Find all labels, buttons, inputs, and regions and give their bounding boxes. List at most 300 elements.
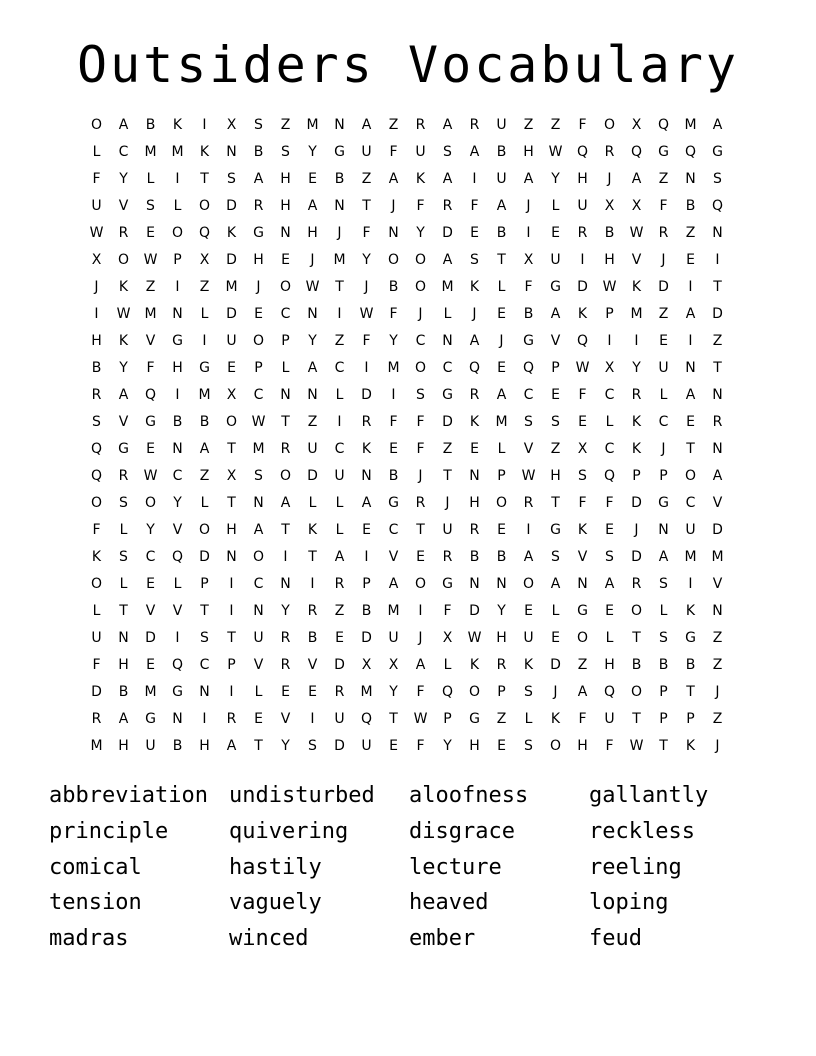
grid-row xyxy=(83,463,733,490)
grid-letter: Z xyxy=(550,441,561,457)
grid-letter: V xyxy=(280,711,291,727)
grid-letter: J xyxy=(418,468,423,484)
grid-letter: N xyxy=(280,225,291,241)
grid-letter: J xyxy=(418,306,423,322)
grid-letter: G xyxy=(253,225,264,241)
grid-letter: B xyxy=(172,738,183,754)
grid-letter: H xyxy=(577,171,588,187)
grid-letter: R xyxy=(307,603,318,619)
grid-letter: Y xyxy=(632,360,641,376)
grid-letter: G xyxy=(469,711,480,727)
grid-letter: T xyxy=(281,522,290,538)
grid-letter: U xyxy=(442,522,453,538)
grid-letter: R xyxy=(361,414,372,430)
grid-letter: W xyxy=(467,630,482,646)
grid-row xyxy=(83,517,733,544)
grid-letter: L xyxy=(92,603,101,619)
grid-letter: Q xyxy=(630,144,643,160)
grid-letter: O xyxy=(198,198,211,214)
grid-letter: P xyxy=(659,684,668,700)
grid-letter: L xyxy=(254,684,263,700)
grid-letter: S xyxy=(578,468,587,484)
grid-letter: R xyxy=(334,576,345,592)
grid-letter: O xyxy=(225,414,238,430)
grid-letter: O xyxy=(414,252,427,268)
grid-letter: K xyxy=(685,738,696,754)
word-list-item: winced xyxy=(229,926,309,951)
grid-letter: J xyxy=(553,684,558,700)
grid-letter: Z xyxy=(658,306,669,322)
grid-letter: B xyxy=(631,657,642,673)
grid-letter: S xyxy=(443,144,452,160)
grid-letter: A xyxy=(469,333,480,349)
grid-letter: R xyxy=(469,522,480,538)
grid-letter: Z xyxy=(388,117,399,133)
grid-letter: V xyxy=(172,603,183,619)
grid-letter: N xyxy=(442,333,453,349)
grid-letter: Z xyxy=(685,225,696,241)
grid-letter: B xyxy=(253,144,264,160)
grid-letter: C xyxy=(604,387,615,403)
grid-letter: A xyxy=(577,684,588,700)
grid-letter: M xyxy=(144,306,157,322)
grid-letter: Y xyxy=(173,495,182,511)
grid-letter: V xyxy=(631,252,642,268)
grid-letter: V xyxy=(118,198,129,214)
grid-row xyxy=(83,247,733,274)
grid-letter: N xyxy=(280,576,291,592)
grid-letter: E xyxy=(497,306,506,322)
grid-letter: H xyxy=(604,252,615,268)
grid-letter: H xyxy=(550,468,561,484)
grid-letter: Z xyxy=(307,414,318,430)
grid-letter: M xyxy=(225,279,238,295)
grid-letter: D xyxy=(226,198,237,214)
grid-letter: M xyxy=(144,144,157,160)
grid-letter: W xyxy=(143,252,158,268)
grid-letter: M xyxy=(144,684,157,700)
grid-letter: J xyxy=(310,252,315,268)
grid-letter: M xyxy=(684,549,697,565)
grid-letter: O xyxy=(90,495,103,511)
grid-letter: T xyxy=(713,360,722,376)
grid-row xyxy=(83,436,733,463)
grid-letter: T xyxy=(308,549,317,565)
grid-letter: G xyxy=(442,576,453,592)
grid-letter: X xyxy=(604,360,615,376)
grid-letter: T xyxy=(227,630,236,646)
grid-letter: N xyxy=(172,441,183,457)
grid-letter: H xyxy=(280,198,291,214)
grid-letter: Q xyxy=(684,144,697,160)
grid-letter: E xyxy=(497,522,506,538)
grid-letter: N xyxy=(658,522,669,538)
grid-letter: P xyxy=(443,711,452,727)
grid-row xyxy=(83,409,733,436)
word-list-item: gallantly xyxy=(589,783,709,808)
word-list xyxy=(49,778,769,957)
grid-letter: D xyxy=(469,603,480,619)
grid-letter: A xyxy=(442,171,453,187)
grid-letter: F xyxy=(389,414,398,430)
grid-row xyxy=(83,328,733,355)
grid-letter: Z xyxy=(550,117,561,133)
grid-letter: M xyxy=(252,441,265,457)
grid-letter: E xyxy=(470,441,479,457)
grid-letter: M xyxy=(441,279,454,295)
grid-letter: K xyxy=(469,657,480,673)
grid-letter: G xyxy=(199,360,210,376)
grid-letter: N xyxy=(469,576,480,592)
grid-letter: I xyxy=(202,333,207,349)
grid-letter: V xyxy=(523,441,534,457)
grid-letter: U xyxy=(145,738,156,754)
grid-letter: L xyxy=(605,630,614,646)
word-list-item: principle xyxy=(49,818,169,844)
grid-letter: V xyxy=(145,333,156,349)
grid-letter: F xyxy=(416,684,425,700)
grid-letter: W xyxy=(89,225,104,241)
grid-letter: D xyxy=(442,225,453,241)
grid-letter: P xyxy=(362,576,371,592)
grid-letter: D xyxy=(631,495,642,511)
grid-letter: E xyxy=(686,252,695,268)
grid-letter: R xyxy=(280,630,291,646)
grid-letter: I xyxy=(634,333,639,349)
grid-letter: G xyxy=(658,495,669,511)
grid-letter: I xyxy=(688,576,693,592)
grid-letter: P xyxy=(173,252,182,268)
grid-letter: A xyxy=(712,117,723,133)
grid-letter: Q xyxy=(522,360,535,376)
grid-letter: W xyxy=(116,306,131,322)
grid-letter: S xyxy=(308,738,317,754)
grid-letter: W xyxy=(521,468,536,484)
grid-letter: Q xyxy=(576,333,589,349)
grid-letter: U xyxy=(658,360,669,376)
grid-letter: Z xyxy=(145,279,156,295)
grid-letter: J xyxy=(364,279,369,295)
grid-letter: O xyxy=(468,684,481,700)
word-list-item: comical xyxy=(49,854,142,880)
grid-letter: V xyxy=(577,549,588,565)
grid-letter: T xyxy=(713,279,722,295)
grid-letter: S xyxy=(605,549,614,565)
grid-letter: A xyxy=(442,117,453,133)
word-list-item: abbreviation xyxy=(49,783,208,808)
grid-letter: S xyxy=(659,630,668,646)
grid-letter: W xyxy=(629,225,644,241)
page-title: Outsiders Vocabulary xyxy=(76,36,740,94)
grid-letter: N xyxy=(172,711,183,727)
grid-letter: B xyxy=(172,414,183,430)
grid-letter: D xyxy=(334,738,345,754)
grid-letter: D xyxy=(307,468,318,484)
grid-letter: C xyxy=(442,360,453,376)
grid-letter: N xyxy=(361,468,372,484)
grid-letter: Q xyxy=(468,360,481,376)
grid-letter: C xyxy=(388,522,399,538)
word-list-item: quivering xyxy=(229,818,349,844)
grid-letter: A xyxy=(280,495,291,511)
grid-letter: F xyxy=(362,225,371,241)
grid-letter: V xyxy=(388,549,399,565)
word-list-item: undisturbed xyxy=(229,783,375,808)
grid-letter: S xyxy=(119,549,128,565)
grid-letter: S xyxy=(551,414,560,430)
grid-letter: D xyxy=(145,630,156,646)
grid-letter: F xyxy=(605,738,614,754)
grid-letter: L xyxy=(146,171,155,187)
grid-letter: R xyxy=(604,144,615,160)
grid-letter: F xyxy=(416,441,425,457)
grid-letter: U xyxy=(523,630,534,646)
grid-letter: H xyxy=(199,738,210,754)
grid-letter: Q xyxy=(171,549,184,565)
grid-letter: I xyxy=(364,360,369,376)
grid-letter: L xyxy=(551,198,560,214)
grid-letter: O xyxy=(549,738,562,754)
grid-letter: R xyxy=(118,225,129,241)
grid-letter: W xyxy=(413,711,428,727)
grid-row xyxy=(83,382,733,409)
grid-letter: A xyxy=(118,711,129,727)
grid-letter: H xyxy=(118,657,129,673)
grid-letter: E xyxy=(308,684,317,700)
grid-letter: M xyxy=(90,738,103,754)
grid-letter: A xyxy=(550,576,561,592)
grid-letter: O xyxy=(171,225,184,241)
grid-row xyxy=(83,112,733,139)
grid-letter: G xyxy=(442,387,453,403)
grid-letter: O xyxy=(198,522,211,538)
grid-letter: R xyxy=(469,387,480,403)
grid-letter: Z xyxy=(199,279,210,295)
grid-letter: W xyxy=(251,414,266,430)
grid-letter: F xyxy=(470,198,479,214)
grid-letter: N xyxy=(712,225,723,241)
grid-letter: S xyxy=(92,414,101,430)
grid-letter: D xyxy=(334,657,345,673)
grid-letter: K xyxy=(469,414,480,430)
grid-letter: K xyxy=(118,279,129,295)
grid-letter: A xyxy=(685,306,696,322)
grid-letter: I xyxy=(175,630,180,646)
grid-letter: K xyxy=(199,144,210,160)
grid-letter: B xyxy=(496,144,507,160)
grid-letter: C xyxy=(685,495,696,511)
grid-letter: F xyxy=(389,144,398,160)
grid-letter: H xyxy=(469,495,480,511)
grid-letter: Y xyxy=(281,603,290,619)
grid-letter: K xyxy=(577,522,588,538)
grid-letter: S xyxy=(524,738,533,754)
grid-letter: A xyxy=(496,387,507,403)
grid-letter: L xyxy=(335,522,344,538)
grid-letter: C xyxy=(658,414,669,430)
grid-letter: L xyxy=(281,360,290,376)
grid-letter: I xyxy=(175,171,180,187)
grid-letter: B xyxy=(496,225,507,241)
grid-letter: Z xyxy=(334,603,345,619)
grid-row xyxy=(83,301,733,328)
grid-letter: B xyxy=(199,414,210,430)
grid-letter: Q xyxy=(441,684,454,700)
grid-letter: L xyxy=(659,603,668,619)
grid-letter: Q xyxy=(90,468,103,484)
word-list-item: disgrace xyxy=(409,818,515,844)
grid-letter: O xyxy=(630,603,643,619)
grid-letter: E xyxy=(524,603,533,619)
grid-letter: O xyxy=(603,117,616,133)
grid-letter: M xyxy=(387,360,400,376)
grid-row xyxy=(83,733,733,760)
grid-letter: T xyxy=(686,684,695,700)
grid-letter: F xyxy=(92,171,101,187)
grid-letter: M xyxy=(630,306,643,322)
word-list-item: madras xyxy=(49,926,129,951)
grid-letter: A xyxy=(307,198,318,214)
grid-letter: H xyxy=(577,738,588,754)
grid-letter: N xyxy=(226,549,237,565)
grid-letter: F xyxy=(389,306,398,322)
grid-letter: O xyxy=(522,576,535,592)
grid-letter: A xyxy=(523,171,534,187)
grid-letter: B xyxy=(118,684,129,700)
grid-letter: D xyxy=(361,387,372,403)
grid-letter: J xyxy=(391,198,396,214)
grid-letter: T xyxy=(200,603,209,619)
grid-letter: I xyxy=(337,306,342,322)
grid-letter: J xyxy=(472,306,477,322)
grid-letter: Y xyxy=(389,333,398,349)
grid-letter: H xyxy=(469,738,480,754)
grid-letter: A xyxy=(685,387,696,403)
grid-letter: A xyxy=(523,549,534,565)
grid-letter: W xyxy=(548,144,563,160)
grid-letter: H xyxy=(172,360,183,376)
grid-letter: T xyxy=(200,171,209,187)
grid-letter: Y xyxy=(281,738,290,754)
grid-row xyxy=(83,652,733,679)
grid-row xyxy=(83,193,733,220)
grid-letter: L xyxy=(335,387,344,403)
grid-letter: S xyxy=(227,171,236,187)
grid-letter: R xyxy=(253,198,264,214)
grid-letter: D xyxy=(658,279,669,295)
grid-letter: T xyxy=(659,738,668,754)
grid-letter: C xyxy=(415,333,426,349)
grid-letter: U xyxy=(388,630,399,646)
grid-letter: Z xyxy=(712,657,723,673)
grid-letter: E xyxy=(389,441,398,457)
grid-letter: N xyxy=(469,468,480,484)
grid-letter: S xyxy=(551,549,560,565)
grid-letter: C xyxy=(199,657,210,673)
grid-row xyxy=(83,139,733,166)
grid-letter: E xyxy=(308,171,317,187)
grid-letter: U xyxy=(253,630,264,646)
grid-letter: Q xyxy=(171,657,184,673)
grid-letter: T xyxy=(227,495,236,511)
grid-letter: K xyxy=(91,549,102,565)
grid-letter: G xyxy=(577,603,588,619)
grid-letter: O xyxy=(90,576,103,592)
grid-letter: R xyxy=(442,549,453,565)
grid-letter: X xyxy=(226,387,237,403)
grid-letter: M xyxy=(387,603,400,619)
grid-letter: O xyxy=(117,252,130,268)
grid-letter: P xyxy=(605,306,614,322)
grid-letter: N xyxy=(307,306,318,322)
grid-letter: I xyxy=(202,711,207,727)
grid-letter: U xyxy=(604,711,615,727)
grid-letter: S xyxy=(254,117,263,133)
grid-letter: K xyxy=(631,441,642,457)
grid-letter: L xyxy=(497,279,506,295)
grid-letter: F xyxy=(578,387,587,403)
word-list-item: lecture xyxy=(409,854,502,880)
grid-letter: I xyxy=(526,225,531,241)
grid-letter: F xyxy=(578,117,587,133)
grid-letter: H xyxy=(226,522,237,538)
grid-letter: R xyxy=(226,711,237,727)
grid-letter: J xyxy=(526,198,531,214)
grid-letter: O xyxy=(252,549,265,565)
grid-letter: G xyxy=(145,711,156,727)
grid-letter: G xyxy=(334,144,345,160)
grid-row xyxy=(83,625,733,652)
grid-letter: E xyxy=(362,522,371,538)
grid-letter: O xyxy=(414,279,427,295)
grid-letter: I xyxy=(418,603,423,619)
grid-row xyxy=(83,706,733,733)
grid-letter: P xyxy=(200,576,209,592)
grid-letter: I xyxy=(310,576,315,592)
grid-letter: T xyxy=(686,441,695,457)
grid-letter: M xyxy=(495,414,508,430)
grid-letter: W xyxy=(143,468,158,484)
grid-letter: E xyxy=(146,225,155,241)
grid-letter: E xyxy=(281,252,290,268)
grid-letter: U xyxy=(91,198,102,214)
grid-letter: N xyxy=(685,171,696,187)
word-list-item: heaved xyxy=(409,890,489,916)
grid-letter: C xyxy=(118,144,129,160)
grid-letter: D xyxy=(226,252,237,268)
grid-letter: X xyxy=(523,252,534,268)
grid-letter: I xyxy=(607,333,612,349)
grid-letter: I xyxy=(391,387,396,403)
grid-letter: N xyxy=(118,630,129,646)
grid-letter: K xyxy=(361,441,372,457)
grid-letter: Z xyxy=(523,117,534,133)
grid-letter: F xyxy=(578,495,587,511)
grid-letter: B xyxy=(361,603,372,619)
grid-letter: U xyxy=(91,630,102,646)
grid-letter: P xyxy=(632,468,641,484)
grid-letter: S xyxy=(524,684,533,700)
grid-letter: H xyxy=(253,252,264,268)
grid-letter: E xyxy=(389,738,398,754)
grid-letter: F xyxy=(659,198,668,214)
grid-letter: E xyxy=(551,630,560,646)
grid-letter: K xyxy=(631,414,642,430)
grid-letter: B xyxy=(685,657,696,673)
grid-letter: K xyxy=(523,657,534,673)
grid-letter: G xyxy=(712,144,723,160)
grid-letter: L xyxy=(173,576,182,592)
